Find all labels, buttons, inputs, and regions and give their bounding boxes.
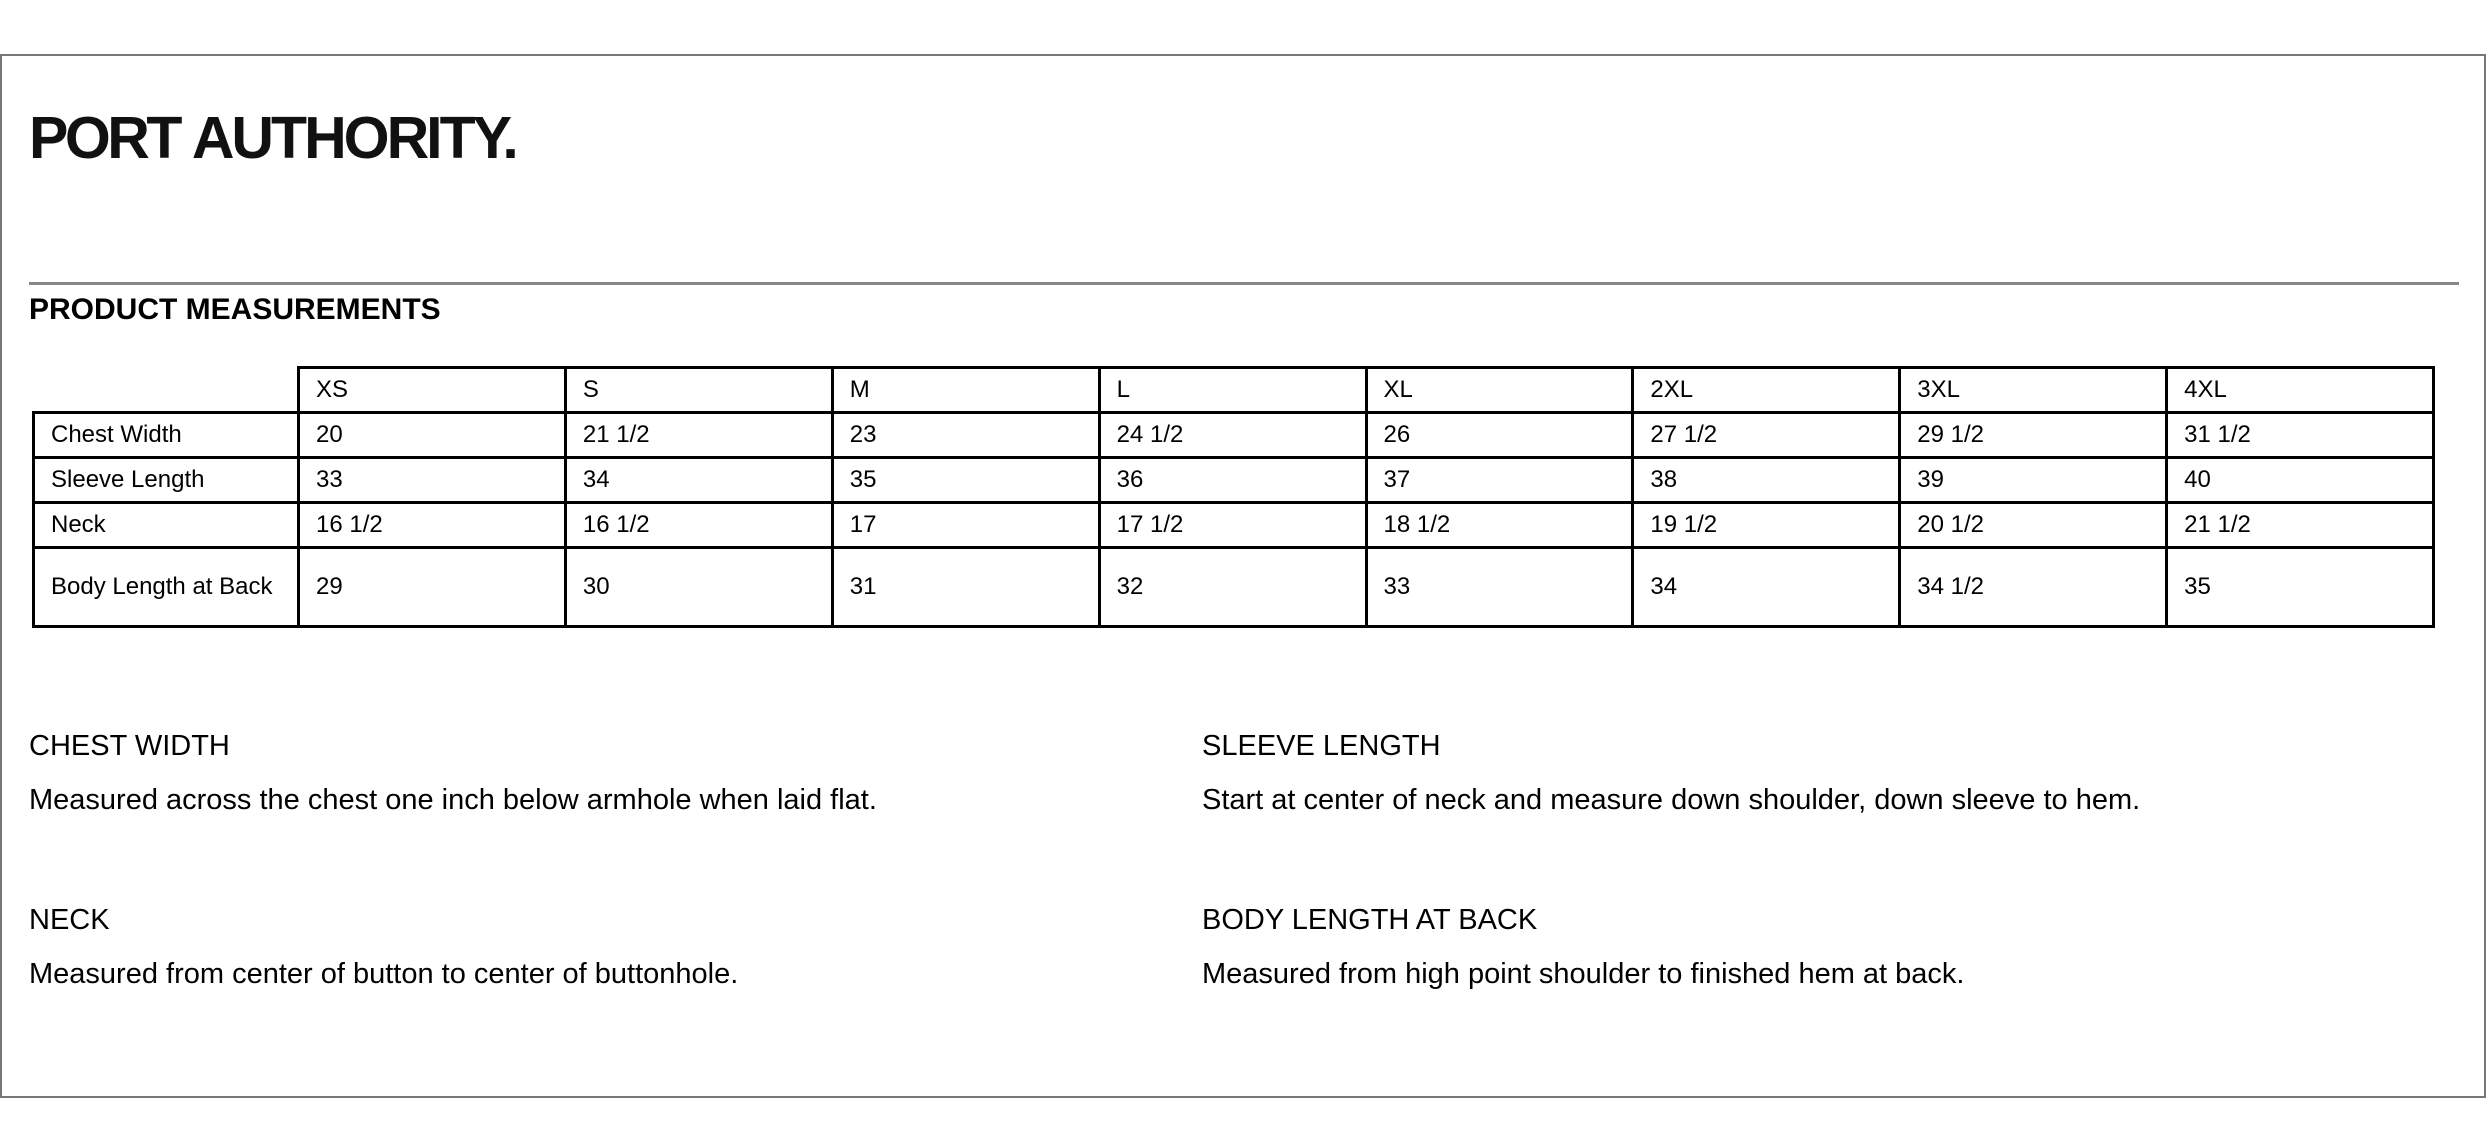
table-cell: 34 xyxy=(565,458,832,503)
row-label: Neck xyxy=(34,503,299,548)
chest-width-description xyxy=(29,728,1179,818)
sleeve-length-description xyxy=(1202,728,2352,818)
size-header-m: M xyxy=(832,368,1099,413)
table-cell: 29 xyxy=(299,548,566,627)
size-header-2xl: 2XL xyxy=(1633,368,1900,413)
table-cell: 34 1/2 xyxy=(1900,548,2167,627)
body-length-description xyxy=(1202,902,2352,992)
table-cell: 17 1/2 xyxy=(1099,503,1366,548)
table-cell: 40 xyxy=(2167,458,2434,503)
table-cell: 35 xyxy=(832,458,1099,503)
table-cell: 38 xyxy=(1633,458,1900,503)
description-text: Measured from center of button to center of buttonhole. xyxy=(29,958,739,990)
logo-text-authority: AUTHORITY. xyxy=(191,105,516,171)
table-cell: 36 xyxy=(1099,458,1366,503)
table-row-neck xyxy=(34,503,2434,548)
table-cell: 27 1/2 xyxy=(1633,413,1900,458)
table-cell: 16 1/2 xyxy=(299,503,566,548)
table-cell: 16 1/2 xyxy=(565,503,832,548)
table-cell: 29 1/2 xyxy=(1900,413,2167,458)
size-header-row xyxy=(34,368,2434,413)
table-row-sleeve-length xyxy=(34,458,2434,503)
table-cell: 31 xyxy=(832,548,1099,627)
table-cell: 17 xyxy=(832,503,1099,548)
table-corner-cell xyxy=(34,368,299,413)
row-label: Sleeve Length xyxy=(34,458,299,503)
table-cell: 20 xyxy=(299,413,566,458)
table-cell: 39 xyxy=(1900,458,2167,503)
size-header-s: S xyxy=(565,368,832,413)
row-label: Body Length at Back xyxy=(34,548,299,627)
table-cell: 21 1/2 xyxy=(565,413,832,458)
table-cell: 26 xyxy=(1366,413,1633,458)
row-label: Chest Width xyxy=(34,413,299,458)
table-cell: 20 1/2 xyxy=(1900,503,2167,548)
table-cell: 24 1/2 xyxy=(1099,413,1366,458)
size-header-3xl: 3XL xyxy=(1900,368,2167,413)
port-authority-logo xyxy=(29,105,569,171)
description-text: Measured across the chest one inch below armhole when laid flat. xyxy=(29,784,877,816)
description-text: Start at center of neck and measure down shoulder, down sleeve to hem. xyxy=(1202,784,2141,816)
section-title: PRODUCT MEASUREMENTS xyxy=(29,293,441,326)
measurements-table xyxy=(32,366,2435,628)
description-heading: CHEST WIDTH xyxy=(29,730,230,762)
size-header-xl: XL xyxy=(1366,368,1633,413)
table-cell: 33 xyxy=(1366,548,1633,627)
table-cell: 18 1/2 xyxy=(1366,503,1633,548)
table-cell: 34 xyxy=(1633,548,1900,627)
logo-text-port: PORT xyxy=(29,105,179,171)
header-divider xyxy=(29,282,2459,285)
table-cell: 31 1/2 xyxy=(2167,413,2434,458)
size-header-xs: XS xyxy=(299,368,566,413)
table-cell: 33 xyxy=(299,458,566,503)
description-text: Measured from high point shoulder to finished hem at back. xyxy=(1202,958,1965,990)
neck-description xyxy=(29,902,1179,992)
table-cell: 37 xyxy=(1366,458,1633,503)
description-heading: SLEEVE LENGTH xyxy=(1202,730,1441,762)
table-cell: 30 xyxy=(565,548,832,627)
table-cell: 21 1/2 xyxy=(2167,503,2434,548)
table-row-chest-width xyxy=(34,413,2434,458)
table-cell: 23 xyxy=(832,413,1099,458)
size-header-l: L xyxy=(1099,368,1366,413)
table-cell: 19 1/2 xyxy=(1633,503,1900,548)
size-header-4xl: 4XL xyxy=(2167,368,2434,413)
table-cell: 35 xyxy=(2167,548,2434,627)
table-cell: 32 xyxy=(1099,548,1366,627)
table-row-body-length-at-back xyxy=(34,548,2434,627)
description-heading: NECK xyxy=(29,904,110,936)
description-heading: BODY LENGTH AT BACK xyxy=(1202,904,1538,936)
